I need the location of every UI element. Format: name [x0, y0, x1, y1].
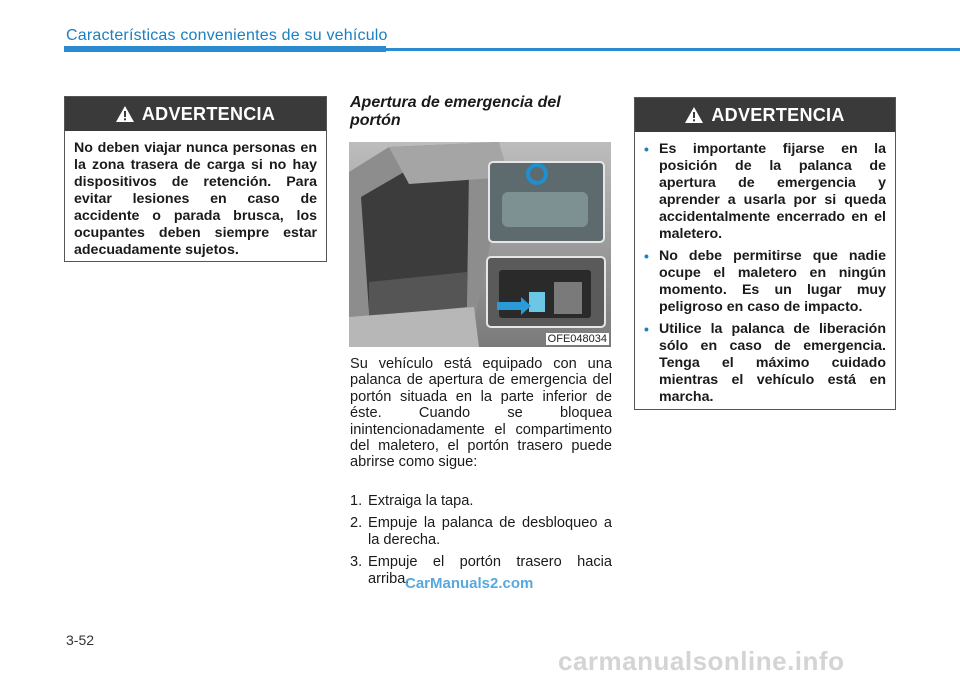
right-warning-box [634, 97, 896, 410]
left-warning-header [65, 97, 326, 131]
warning-triangle-icon [685, 107, 703, 123]
bullet-icon: • [644, 141, 649, 157]
warning-item-text: No debe permitirse que nadie ocupe el maletero en ningún momento. Es un lugar muy peligroso en caso de impacto. [659, 248, 886, 315]
warning-triangle-icon [116, 106, 134, 122]
image-code: OFE048034 [547, 333, 607, 345]
tailgate-photo [349, 142, 611, 347]
right-warning-header [635, 98, 895, 132]
list-item [644, 321, 886, 406]
bullet-icon: • [644, 248, 649, 264]
list-item [350, 493, 612, 509]
step-text: Empuje el portón trasero hacia arriba. [368, 554, 612, 587]
step-number: 1. [350, 493, 363, 509]
page-number: 3-52 [66, 632, 95, 648]
step-number: 2. [350, 515, 363, 532]
watermark-link[interactable]: CarManuals2.com [405, 575, 534, 592]
warning-list [644, 141, 886, 406]
list-item [644, 141, 886, 243]
section-subtitle: Apertura de emergencia del portón [350, 94, 561, 129]
warning-item-text: Es importante fijarse en la posición de la palanca de apertura de emergencia y aprender a usarla por si queda accidentalmente encerrado en el maletero. [659, 141, 886, 242]
step-number: 3. [350, 554, 363, 571]
bullet-icon: • [644, 321, 649, 337]
tailgate-illustration [349, 142, 611, 347]
left-warning-title: ADVERTENCIA [141, 103, 276, 124]
right-warning-title: ADVERTENCIA [711, 104, 845, 125]
header-rule-accent [64, 46, 386, 52]
right-warning-body [635, 132, 895, 414]
warning-item-text: Utilice la palanca de liberación sólo en caso de emergencia. Tenga el máximo cuidado mientras el vehículo está en marcha. [659, 321, 886, 405]
list-item [350, 515, 612, 548]
step-text: Empuje la palanca de desbloqueo a la derecha. [368, 515, 612, 548]
left-warning-box [64, 96, 327, 262]
site-watermark: carmanualsonline.info [558, 646, 845, 676]
list-item [644, 248, 886, 316]
step-text: Extraiga la tapa. [368, 493, 474, 509]
body-paragraph: Su vehículo está equipado con una palanca de apertura de emergencia del portón situada en la parte inferior de éste. Cuando se bloquea inintencionadamente el compartimento del maletero, el portón trasero puede abrirse como sigue: [350, 356, 612, 471]
section-title: Características convenientes de su vehículo [66, 27, 388, 44]
left-warning-text: No deben viajar nunca personas en la zona trasera de carga si no hay dispositivos de retención. Para evitar lesiones en caso de accidente o parada brusca, los ocupantes deben siempre estar adecuadamente sujetos. [74, 140, 317, 258]
